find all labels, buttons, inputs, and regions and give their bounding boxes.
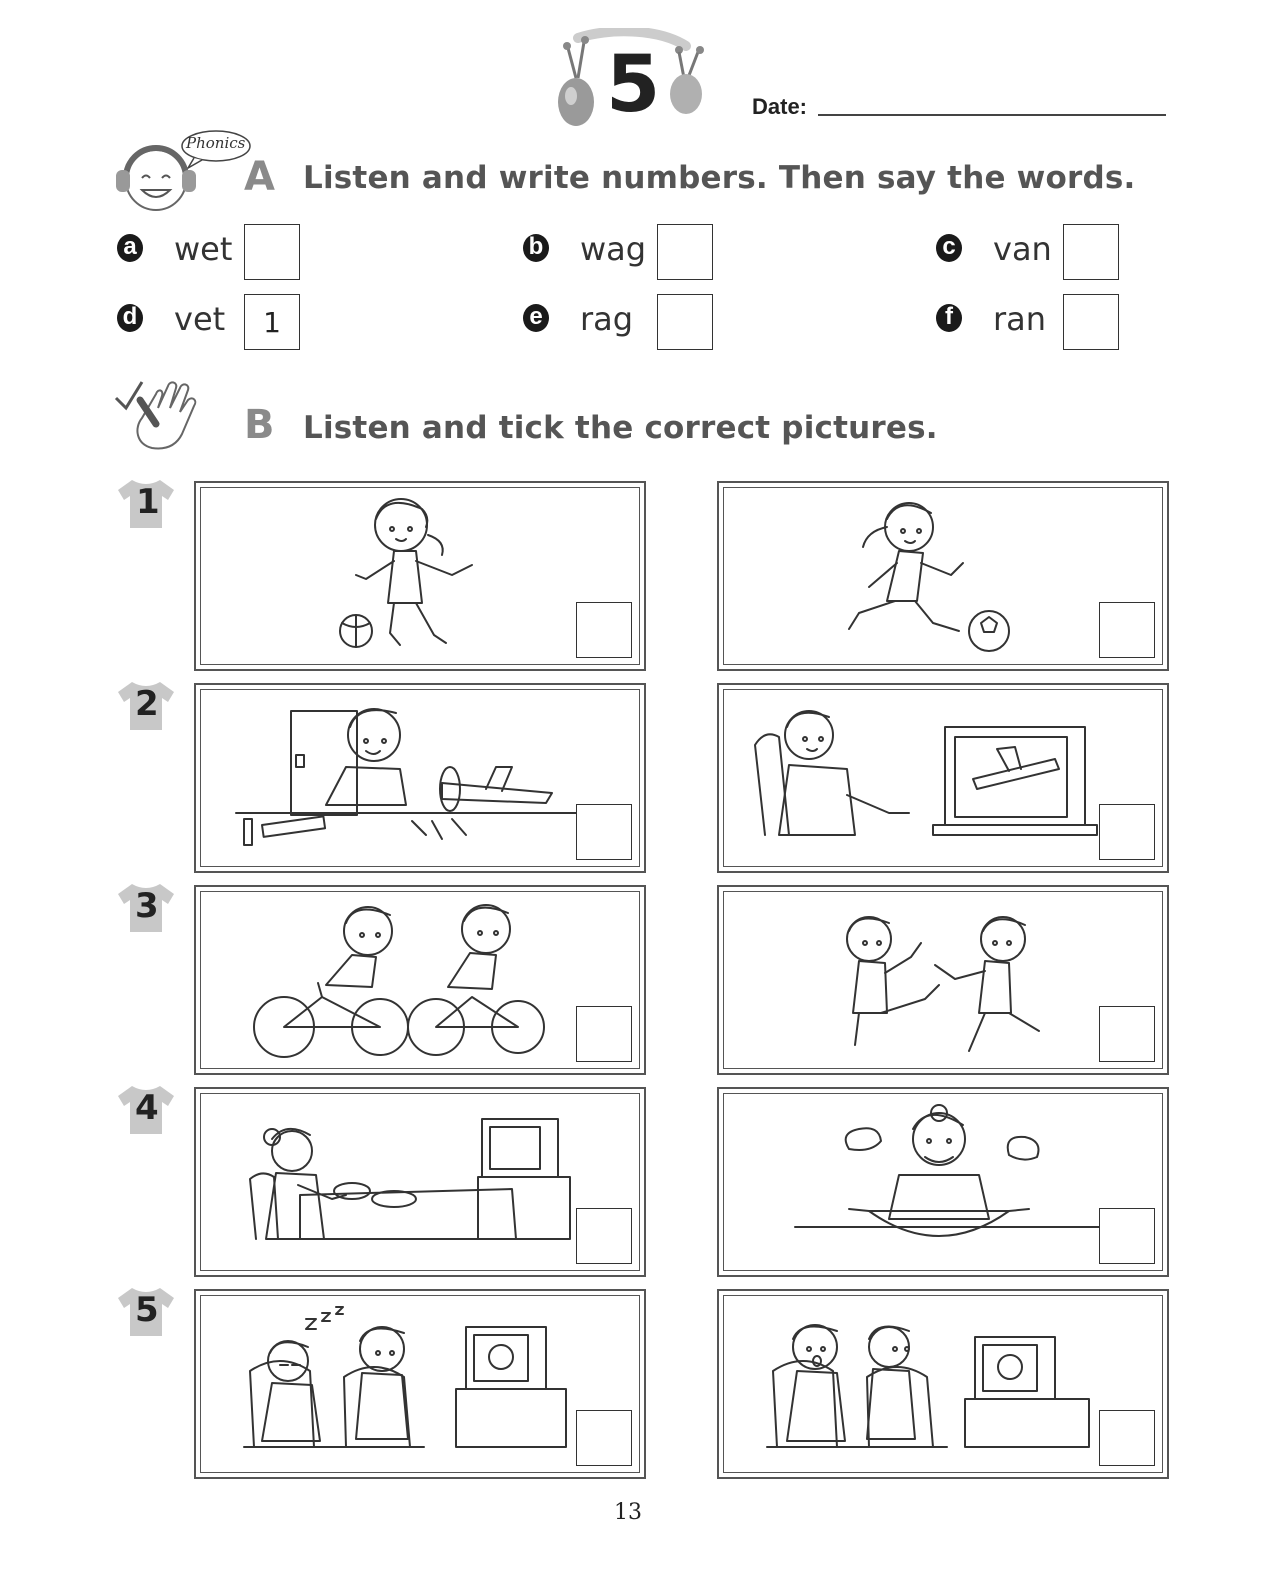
tick-box[interactable] xyxy=(576,1410,632,1466)
tick-box[interactable] xyxy=(1099,1410,1155,1466)
item-letter-bubble: a xyxy=(117,234,143,262)
picture-panel-4-left[interactable] xyxy=(194,1087,646,1277)
word-label: ran xyxy=(993,300,1047,338)
item-letter-bubble: d xyxy=(117,304,143,332)
row-number-shirt xyxy=(116,882,176,934)
row-number: 5 xyxy=(135,1290,159,1330)
picture-panel-5-left[interactable] xyxy=(194,1289,646,1479)
tick-box[interactable] xyxy=(576,804,632,860)
picture-panel-4-right[interactable] xyxy=(717,1087,1169,1277)
tick-box[interactable] xyxy=(1099,804,1155,860)
page-number: 13 xyxy=(614,1500,642,1525)
word-label: van xyxy=(993,230,1052,268)
unit-number: 5 xyxy=(606,40,661,130)
word-label: rag xyxy=(580,300,634,338)
row-number-shirt xyxy=(116,1084,176,1136)
answer-box[interactable] xyxy=(1063,294,1119,350)
word-label: wet xyxy=(174,230,233,268)
tick-box[interactable] xyxy=(576,1006,632,1062)
tick-hand-icon xyxy=(112,378,204,454)
row-number-shirt xyxy=(116,1286,176,1338)
row-number: 2 xyxy=(135,684,159,724)
answer-box[interactable] xyxy=(244,224,300,280)
answer-box[interactable]: 1 xyxy=(244,294,300,350)
section-b-instruction: Listen and tick the correct pictures. xyxy=(303,410,938,446)
item-letter-bubble: f xyxy=(936,304,962,332)
row-number: 4 xyxy=(135,1088,159,1128)
section-b-letter: B xyxy=(244,402,275,448)
picture-panel-1-left[interactable] xyxy=(194,481,646,671)
row-number: 1 xyxy=(136,482,160,522)
item-letter-bubble: b xyxy=(523,234,549,262)
item-letter-bubble: c xyxy=(936,234,962,262)
section-a-letter: A xyxy=(244,154,275,200)
tick-box[interactable] xyxy=(576,602,632,658)
picture-panel-5-right[interactable] xyxy=(717,1289,1169,1479)
picture-panel-2-left[interactable] xyxy=(194,683,646,873)
word-label: vet xyxy=(174,300,226,338)
picture-panel-3-left[interactable] xyxy=(194,885,646,1075)
row-number: 3 xyxy=(135,886,159,926)
item-letter-bubble: e xyxy=(523,304,549,332)
picture-panel-2-right[interactable] xyxy=(717,683,1169,873)
section-a-instruction: Listen and write numbers. Then say the words. xyxy=(303,160,1136,196)
date-label: Date: xyxy=(752,94,808,119)
date-field[interactable] xyxy=(818,112,1166,116)
answer-box[interactable] xyxy=(657,294,713,350)
answer-box[interactable] xyxy=(1063,224,1119,280)
word-label: wag xyxy=(580,230,647,268)
answer-box[interactable] xyxy=(657,224,713,280)
tick-box[interactable] xyxy=(1099,602,1155,658)
row-number-shirt xyxy=(116,478,176,530)
picture-panel-3-right[interactable] xyxy=(717,885,1169,1075)
row-number-shirt xyxy=(116,680,176,732)
tick-box[interactable] xyxy=(1099,1006,1155,1062)
tick-box[interactable] xyxy=(576,1208,632,1264)
phonics-badge: Phonics xyxy=(186,134,246,152)
picture-panel-1-right[interactable] xyxy=(717,481,1169,671)
tick-box[interactable] xyxy=(1099,1208,1155,1264)
